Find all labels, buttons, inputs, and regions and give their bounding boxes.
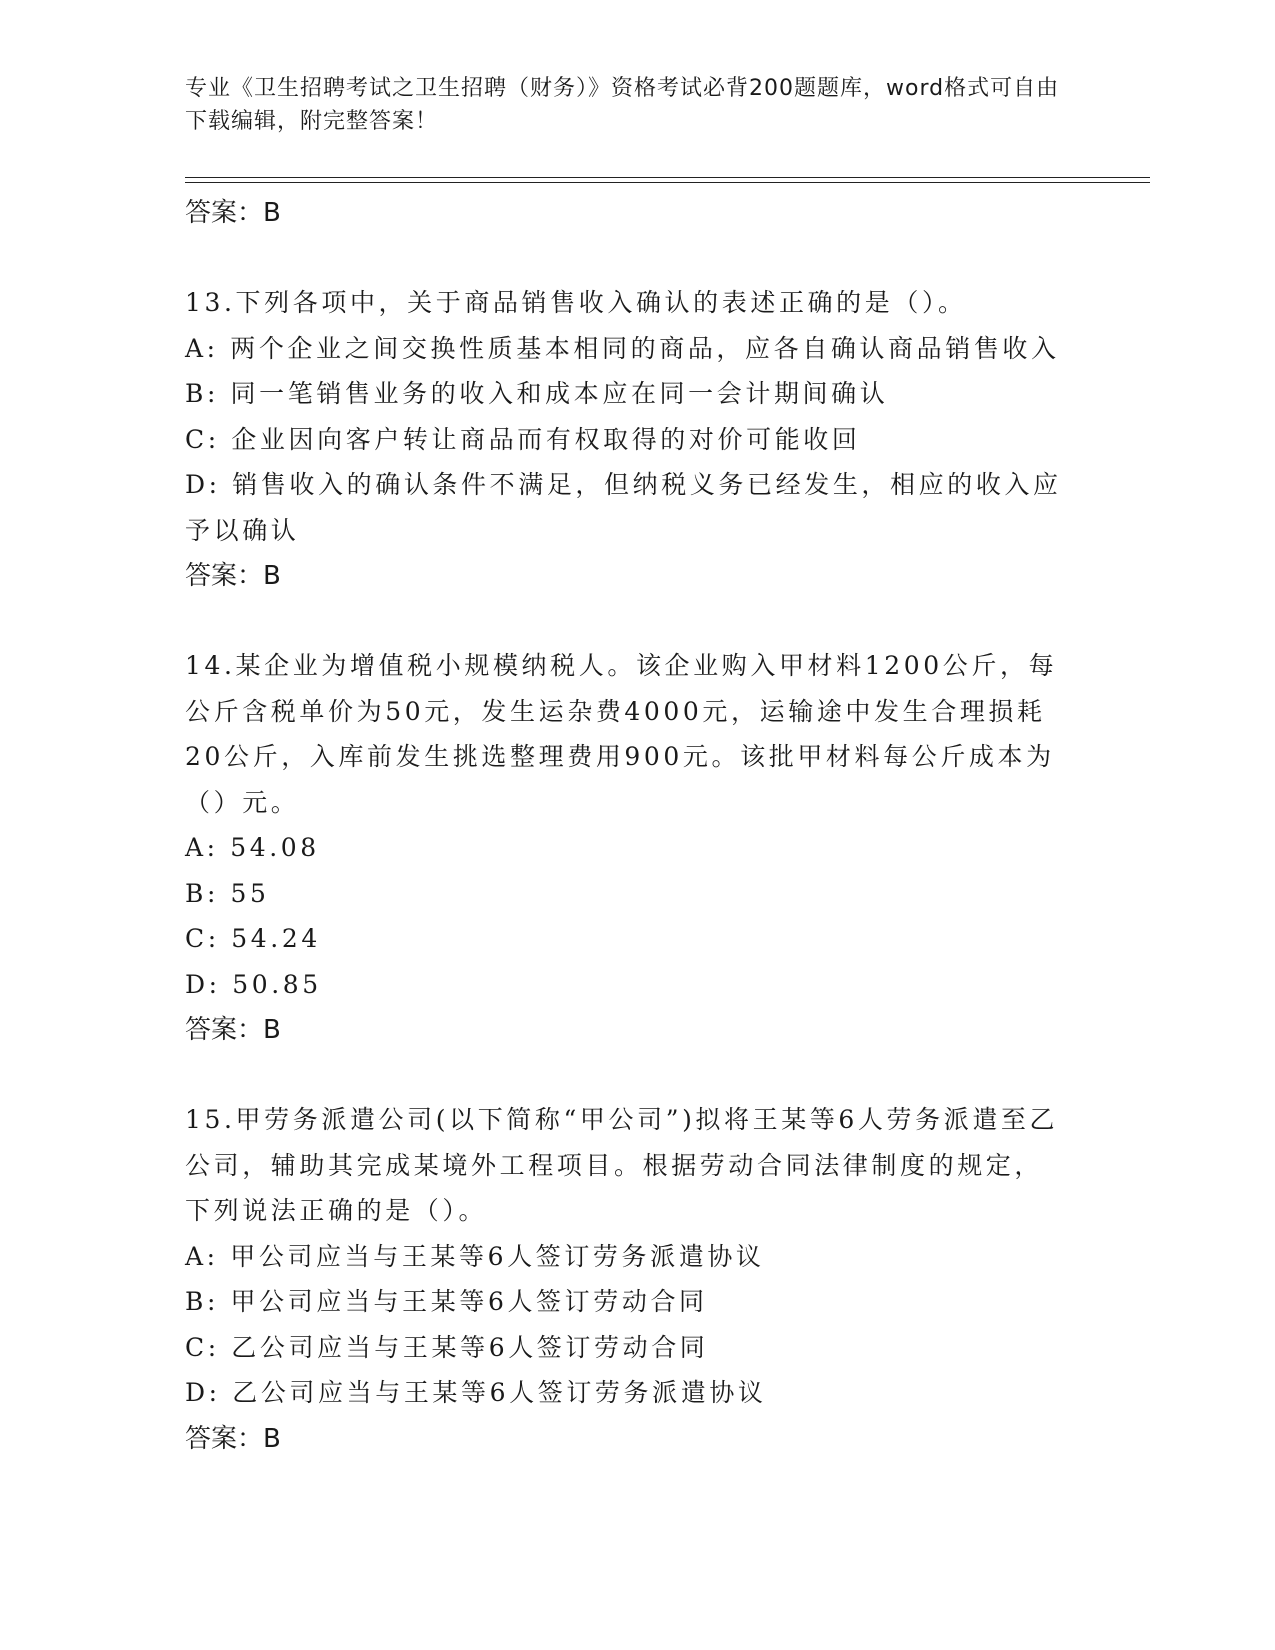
answer-line: 答案：B xyxy=(185,561,281,591)
question-text: 15.甲劳务派遣公司(以下简称“甲公司”)拟将王某等6人劳务派遣至乙公司，辅助其完成某境外工程项目。根据劳动合同法律制度的规定，下列说法正确的是（）。 xyxy=(185,1105,1059,1225)
answer-line: 答案：B xyxy=(185,1423,281,1454)
option-b: B: 55 xyxy=(185,878,270,908)
option-c: C: 企业因向客户转让商品而有权取得的对价可能收回 xyxy=(185,424,861,454)
question-text: 14.某企业为增值税小规模纳税人。该企业购入甲材料1200公斤，每公斤含税单价为50元，发生运杂费4000元，运输途中发生合理损耗20公斤，入库前发生挑选整理费用900元。该批甲材料每公斤成本为（）元。 xyxy=(185,651,1058,817)
option-a: A: 54.08 xyxy=(185,833,320,862)
question-list xyxy=(185,190,1065,1462)
question-13 xyxy=(185,280,1065,599)
option-b: B: 甲公司应当与王某等6人签订劳动合同 xyxy=(185,1287,708,1316)
answer-line: 答案：B xyxy=(185,1015,281,1045)
question-14 xyxy=(185,643,1065,1053)
header-divider xyxy=(185,177,1150,183)
option-a: A: 两个企业之间交换性质基本相同的商品，应各自确认商品销售收入 xyxy=(185,333,1060,363)
answer-line: 答案：B xyxy=(185,198,281,228)
option-d: D: 50.85 xyxy=(185,969,322,999)
option-b: B: 同一笔销售业务的收入和成本应在同一会计期间确认 xyxy=(185,379,889,408)
option-a: A: 甲公司应当与王某等6人签订劳务派遣协议 xyxy=(185,1241,765,1271)
question-text: 13.下列各项中，关于商品销售收入确认的表述正确的是（）。 xyxy=(185,288,967,317)
option-c: C: 54.24 xyxy=(185,924,321,953)
question-15 xyxy=(185,1097,1065,1462)
header-note: 专业《卫生招聘考试之卫生招聘（财务）》资格考试必背200题题库，word格式可自由下载编辑，附完整答案！ xyxy=(185,76,1060,134)
document-page xyxy=(185,0,1085,1650)
option-d: D: 乙公司应当与王某等6人签订劳务派遣协议 xyxy=(185,1378,767,1407)
option-d: D: 销售收入的确认条件不满足，但纳税义务已经发生，相应的收入应予以确认 xyxy=(185,470,1062,545)
option-c: C: 乙公司应当与王某等6人签订劳动合同 xyxy=(185,1332,709,1362)
